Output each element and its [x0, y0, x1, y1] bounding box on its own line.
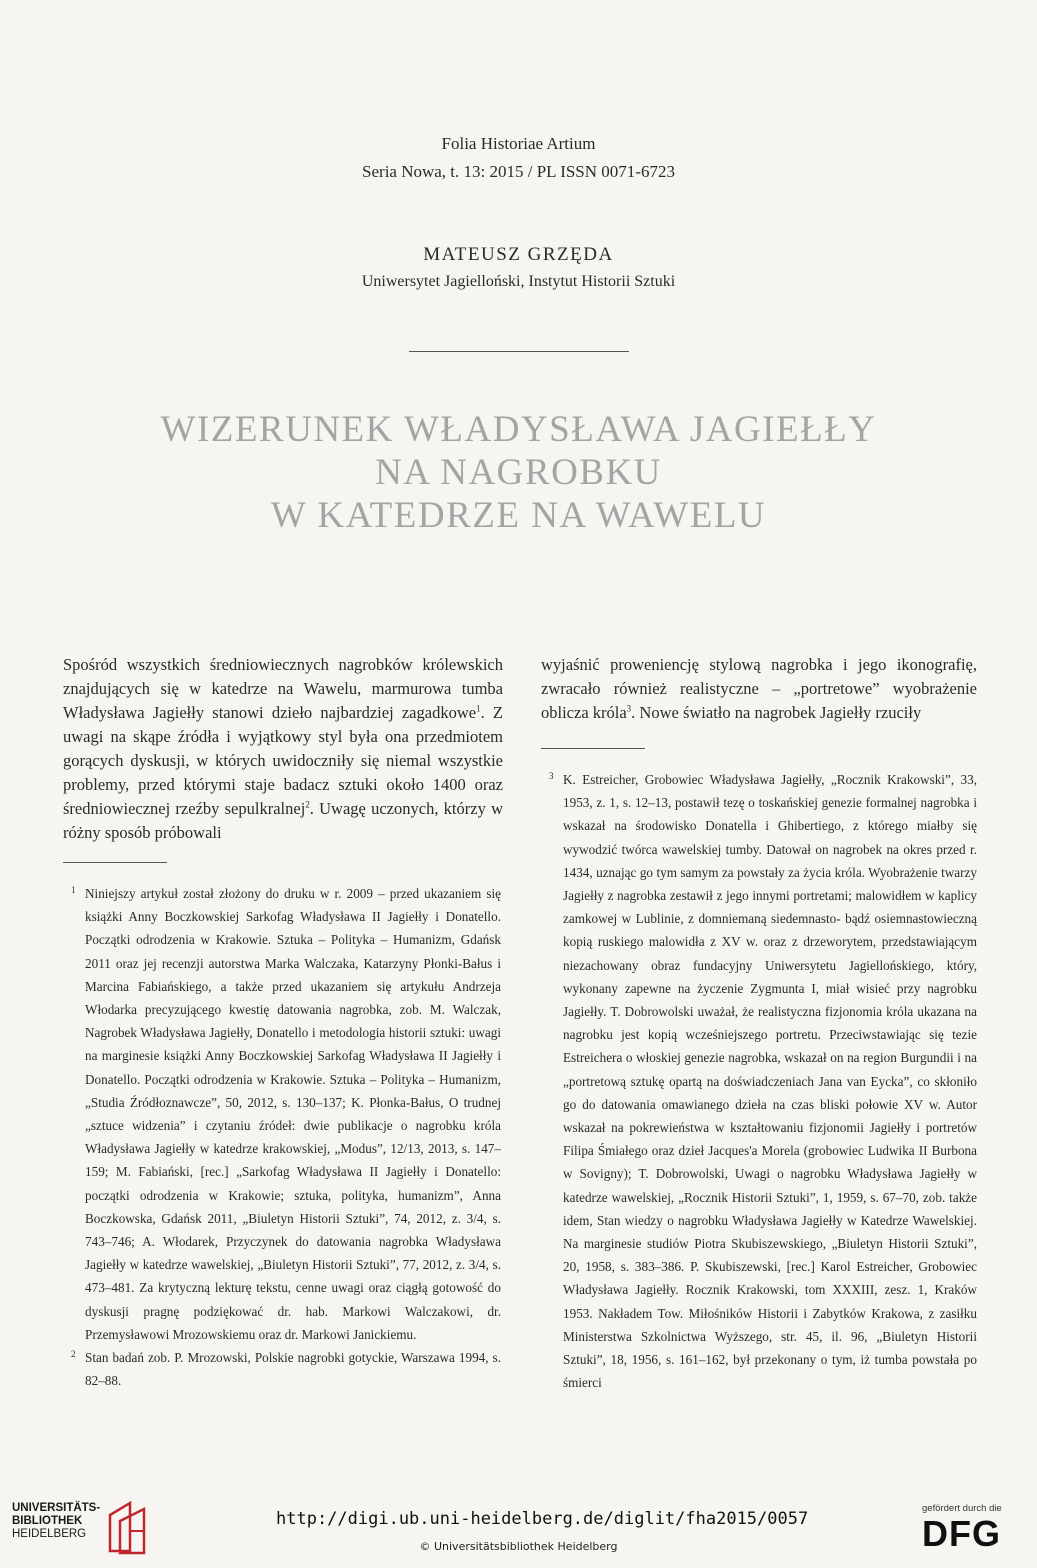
body-text: Spośród wszystkich średniowiecznych nagrobków królewskich znajdujących się w katedrze na Wawelu, marmurowa tumba Władysława Jagiełły stanowi dzieło najbardziej zagadkowe	[63, 655, 503, 722]
author-block	[0, 242, 1037, 296]
body-column-left	[63, 653, 503, 845]
author-affiliation: Uniwersytet Jagielloński, Instytut Historii Sztuki	[361, 273, 676, 290]
dfg-funded-label: gefördert durch die	[922, 1503, 1002, 1514]
author-name: MATEUSZ GRZĘDA	[423, 244, 614, 265]
journal-series: Seria Nowa, t. 13: 2015 / PL ISSN 0071-6723	[362, 162, 675, 181]
footnotes-left	[63, 882, 501, 1392]
footnote-divider	[541, 748, 645, 749]
library-logo[interactable]	[12, 1502, 100, 1541]
footnote-ref[interactable]: 1	[476, 703, 481, 714]
footnote-ref[interactable]: 2	[305, 799, 310, 810]
dfg-wordmark: DFG	[922, 1513, 1001, 1554]
body-text: . Uwagę uczonych, którzy w różny sposób próbowali	[63, 799, 503, 842]
footnote	[63, 882, 501, 1346]
title-line: NA NAGROBKU	[375, 452, 662, 493]
journal-name: Folia Historiae Artium	[441, 134, 596, 153]
footnote-number: 3	[549, 771, 554, 781]
footnote	[541, 768, 977, 1394]
footnote-text: Stan badań zob. P. Mrozowski, Polskie nagrobki gotyckie, Warszawa 1994, s. 82–88.	[85, 1350, 501, 1389]
journal-header	[0, 130, 1037, 186]
article-title	[0, 408, 1037, 537]
header-divider	[409, 351, 629, 352]
dfg-logo[interactable]	[922, 1503, 1022, 1554]
footnote-ref[interactable]: 3	[626, 703, 632, 714]
footnote-text: Niniejszy artykuł został złożony do druku w r. 2009 – przed ukazaniem się książki Anny Boczkowskiej Sarkofag Władysława II Jagiełły i Donatello. Początki odrodzenia w Krakowie. Sztuka – Polityka – Humanizm, Gdańsk 2011 oraz jej recenzji autorstwa Marka Walczaka, Katarzyny Płonki-Bałus i Marcina Fabiańskiego, a także przed ukazaniem się artykułu Andrzeja Włodarka precyzującego kwestię datowania nagrobka, zob. M. Walczak, Nagrobek Władysława Jagiełły, Donatello i metodologia historii sztuki: uwagi na marginesie książki Anny Boczkowskiej Sarkofag Władysława II Jagiełły i Donatello. Początki odrodzenia w Krakowie. Sztuka – Polityka – Humanizm, „Studia Źródłoznawcze”, 50, 2012, s. 130–137; K. Płonka-Bałus, O trudnej „sztuce widzenia” i czytaniu źródeł: dwie publikacje o nagrobku króla Władysława Jagiełły w katedrze krakowskiej, „Modus”, 12/13, 2013, s. 147–159; M. Fabiański, [rec.] „Sarkofag Władysława II Jagiełły i Donatello: początki odrodzenia w Krakowie; sztuka, polityka, humanizm”, Anna Boczkowska, Gdańsk 2011, „Biuletyn Historii Sztuki”, 74, 2012, z. 3/4, s. 743–746; A. Włodarek, Przyczynek do datowania nagrobka Władysława Jagiełły w katedrze wawelskiej, „Biuletyn Historii Sztuki”, 77, 2012, z. 3/4, s. 473–481. Za krytyczną lekturę tekstu, cenne uwagi oraz ciągłą gotowość do dyskusji pragnę podziękować dr. hab. Markowi Walczakowi, dr. Przemysławowi Mrozowskiemu oraz dr. Markowi Janickiemu.	[85, 886, 501, 1342]
footnote-text: K. Estreicher, Grobowiec Władysława Jagiełły, „Rocznik Krakowski”, 33, 1953, z. 1, s. 12–13, postawił tezę o toskańskiej genezie formalnej nagrobka i wskazał na środowisko Donatella i Ghibertiego, z którego miałby się wywodzić twórca wawelskiej tumby. Datował on nagrobek na okres przed r. 1434, uznając go tym samym za powstały za życia króla. Wyobrażenie twarzy Jagiełły z nagrobka zestawił z jego innymi portretami; malowidłem w kaplicy zamkowej w Lublinie, z domniemaną siedemnasto- bądź osiemnastowieczną kopią ruskiego malowidła z XV w. oraz z drzeworytem, przedstawiającym niezachowany obraz fundacyjny Uniwersytetu Jagiellońskiego, który, wykonany zapewne na życzenie Zygmunta I, miał wisieć przy nagrobku Jagiełły. T. Dobrowolski uważał, że realistyczna fizjonomia króla ukazana na nagrobku jest kopią wcześniejszego portretu. Przeciwstawiając się tezie Estreichera o włoskiej genezie nagrobka, wskazał on na region Burgundii i na „portretową sztukę opartą na doświadczeniach Jana van Eycka”, co skłoniło go do datowania omawianego dzieła na czas bliski połowie XV w. Autor wskazał na pokrewieństwa w kształtowaniu fizjonomii Jagiełły i portretów Filipa Śmiałego oraz dzieł Jacques'a Morela (grobowiec Ludwika II Burbona w Sovigny); T. Dobrowolski, Uwagi o nagrobku Władysława Jagiełły w katedrze wawelskiej, „Rocznik Historii Sztuki”, 1, 1959, s. 67–70, zob. także idem, Stan wiedzy o nagrobku Władysława Jagiełły w Katedrze Wawelskiej. Na marginesie studiów Piotra Skubiszewskiego, „Biuletyn Historii Sztuki”, 20, 1958, s. 383–386. P. Skubiszewski, [rec.] Karol Estreicher, Grobowiec Władysława Jagiełły. Rocznik Krakowski, tom XXXIII, zesz. 1, Kraków 1953. Nakładem Tow. Miłośników Historii i Zabytków Krakowa, z zasiłku Ministerstwa Szkolnictwa Wyższego, str. 45, il. 96, „Biuletyn Historii Sztuki”, 18, 1956, s. 161–162, był przekonany o tym, iż tumba powstała po śmierci	[563, 772, 977, 1391]
body-text: . Nowe światło na nagrobek Jagiełły rzuciły	[631, 703, 922, 722]
copyright-notice: © Universitätsbibliothek Heidelberg	[419, 1540, 618, 1553]
title-line: WIZERUNEK WŁADYSŁAWA JAGIEŁŁY	[160, 409, 877, 450]
title-line: W KATEDRZE NA WAWELU	[270, 495, 767, 536]
source-url-link[interactable]: http://digi.ub.uni-heidelberg.de/diglit/fha2015/0057	[276, 1509, 809, 1529]
footnote-number: 2	[71, 1349, 76, 1360]
body-text: wyjaśnić proweniencję stylową nagrobka i jego ikonografię, zwracało również realistyczne – „portretowe” wyobrażenie oblicza króla	[541, 655, 977, 722]
footnote	[63, 1346, 501, 1392]
body-text: . Z uwagi na skąpe źródła i wyjątkowy styl była ona przedmiotem gorących dyskusji, w których uwidoczniły się niemal wszystkie problemy, przed którymi staje badacz sztuki około 1400 oraz średniowiecznej rzeźby sepulkralnej	[63, 703, 503, 818]
library-logo-line: HEIDELBERG	[12, 1528, 87, 1540]
library-logo-line: BIBLIOTHEK	[12, 1515, 83, 1527]
footnote-number: 1	[71, 885, 76, 895]
body-column-right	[541, 653, 977, 725]
footnote-divider	[63, 862, 167, 863]
footnotes-right	[541, 768, 977, 1394]
library-logo-line: UNIVERSITÄTS-	[12, 1502, 101, 1514]
